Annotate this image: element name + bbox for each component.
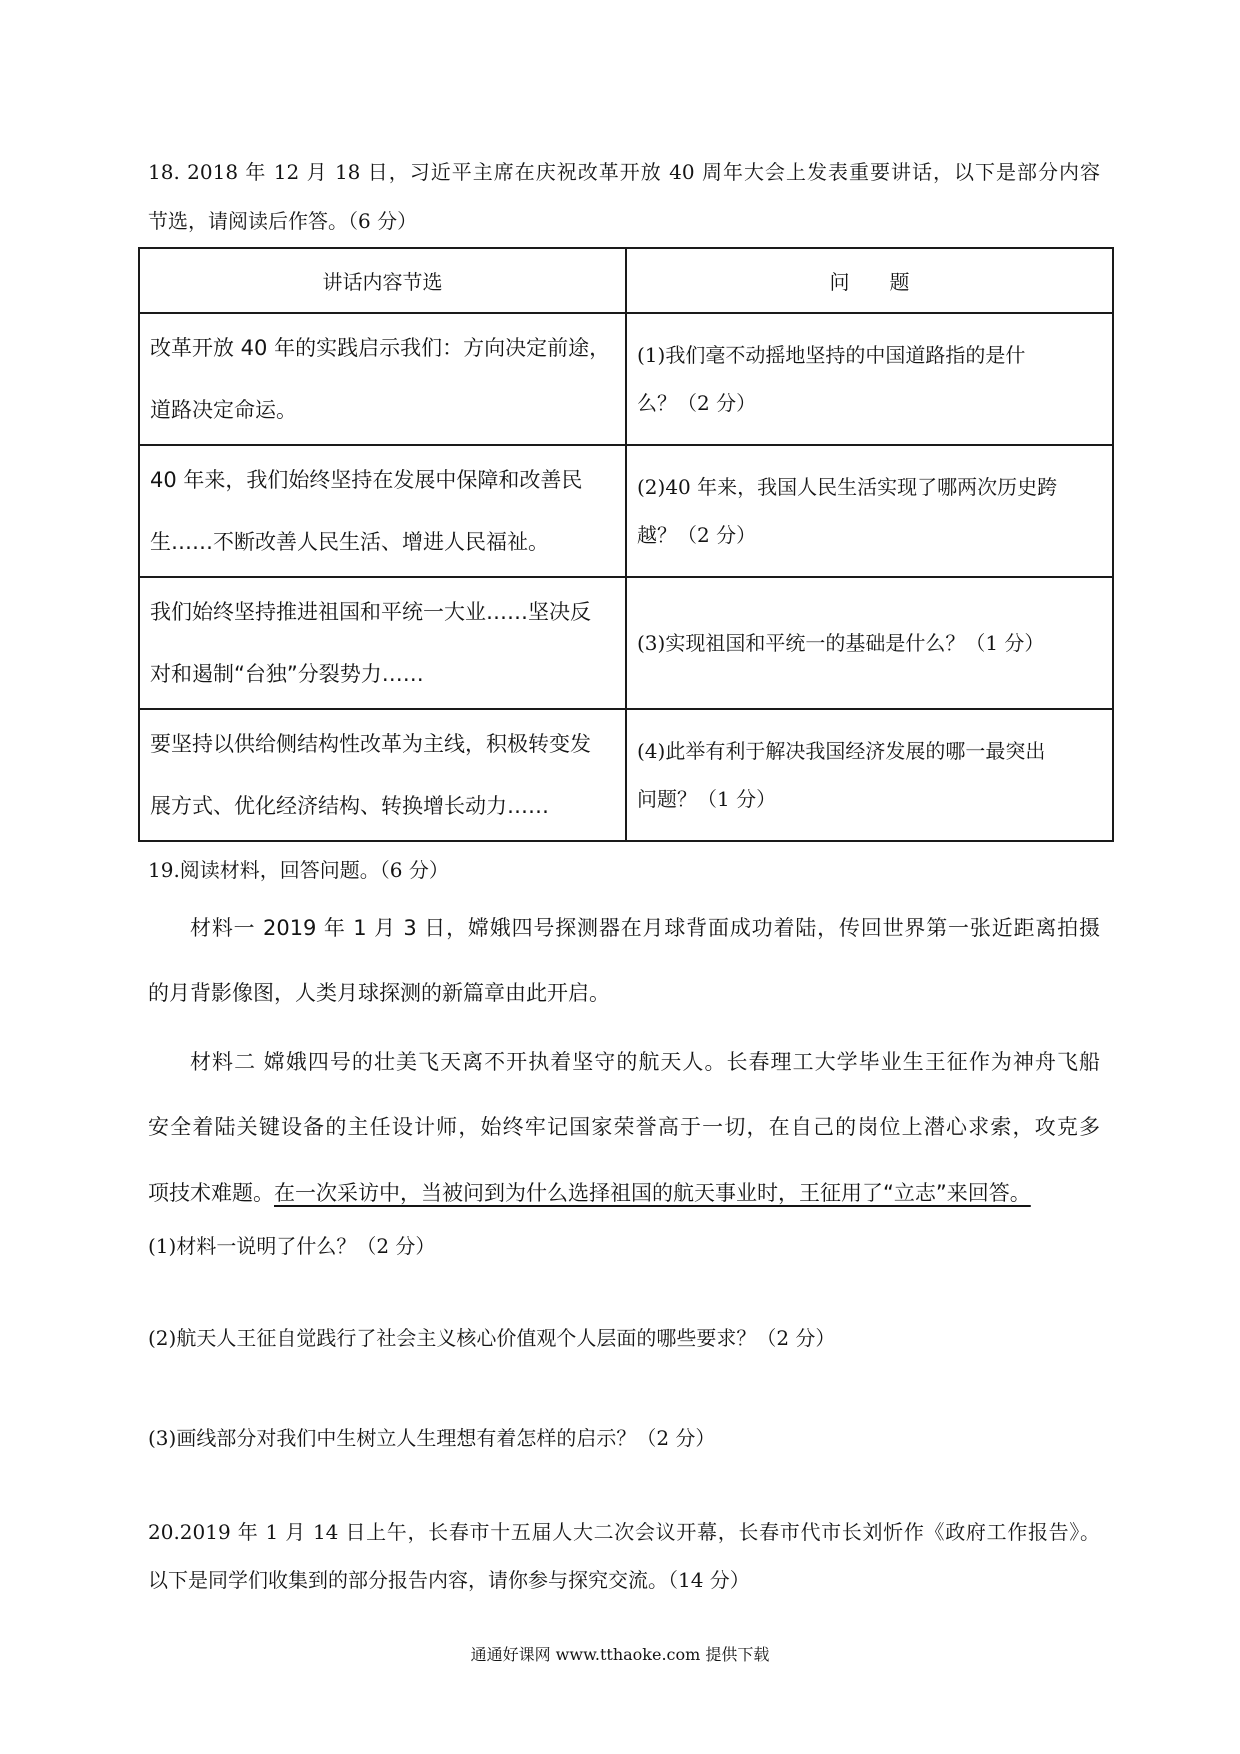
- question-line: 么？（2 分）: [637, 391, 757, 415]
- excerpt-line: 要坚持以供给侧结构性改革为主线，积极转变发: [150, 732, 591, 756]
- question-20-stem-line: 以下是同学们收集到的部分报告内容，请你参与探究交流。（14 分）: [148, 1568, 750, 1592]
- question-18-stem-line: 18. 2018 年 12 月 18 日，习近平主席在庆祝改革开放 40 周年大会上发表重要讲话，以下是部分内容: [148, 160, 1100, 184]
- excerpt-line: 生……不断改善人民生活、增进人民福祉。: [150, 530, 549, 554]
- underlined-passage: 在一次采访中，当被问到为什么选择祖国的航天事业时，王征用了“立志”来回答。: [274, 1181, 1031, 1205]
- footer-source: 通通好课网 www.tthaoke.com 提供下载: [470, 1645, 770, 1664]
- question-18-stem-line: 节选，请阅读后作答。（6 分）: [148, 209, 418, 233]
- material-1-line: 材料一 2019 年 1 月 3 日，嫦娥四号探测器在月球背面成功着陆，传回世界第一张近距离拍摄: [190, 916, 1100, 940]
- excerpt-cell: [139, 709, 626, 841]
- excerpt-line: 对和遏制“台独”分裂势力……: [150, 662, 424, 686]
- material-2-plain-text: 项技术难题。: [148, 1181, 274, 1205]
- question-cell: [626, 709, 1113, 841]
- question-line: (1)我们毫不动摇地坚持的中国道路指的是什: [637, 343, 1026, 367]
- excerpt-cell: [139, 577, 626, 709]
- question-line: (2)40 年来，我国人民生活实现了哪两次历史跨: [637, 475, 1058, 499]
- question-20-stem-line: 20.2019 年 1 月 14 日上午，长春市十五届人大二次会议开幕，长春市代市长刘忻作《政府工作报告》。: [148, 1520, 1100, 1544]
- material-2-line: 安全着陆关键设备的主任设计师，始终牢记国家荣誉高于一切，在自己的岗位上潜心求索，攻克多: [148, 1115, 1100, 1139]
- question-cell: [626, 313, 1113, 445]
- table-header-row: [139, 248, 1113, 313]
- table-header-excerpt: 讲话内容节选: [139, 248, 626, 313]
- table-row: [139, 313, 1113, 445]
- table-header-question: 问 题: [626, 248, 1113, 313]
- excerpt-line: 我们始终坚持推进祖国和平统一大业……坚决反: [150, 600, 591, 624]
- speech-excerpt-table: [138, 247, 1114, 842]
- table-row: [139, 445, 1113, 577]
- question-cell: [626, 445, 1113, 577]
- table-row: [139, 577, 1113, 709]
- sub-question-1: (1)材料一说明了什么？（2 分）: [148, 1234, 436, 1258]
- excerpt-line: 道路决定命运。: [150, 398, 297, 422]
- material-2-line: [148, 1177, 1100, 1209]
- question-line: 问题？（1 分）: [637, 787, 777, 811]
- excerpt-cell: [139, 445, 626, 577]
- table-row: [139, 709, 1113, 841]
- question-19-title: 19.阅读材料，回答问题。（6 分）: [148, 858, 449, 882]
- sub-question-3: (3)画线部分对我们中生树立人生理想有着怎样的启示？（2 分）: [148, 1426, 716, 1450]
- excerpt-cell: [139, 313, 626, 445]
- question-line: (3)实现祖国和平统一的基础是什么？（1 分）: [637, 631, 1045, 655]
- question-cell: [626, 577, 1113, 709]
- question-line: 越？（2 分）: [637, 523, 757, 547]
- material-1-line: 的月背影像图，人类月球探测的新篇章由此开启。: [148, 981, 610, 1005]
- sub-question-2: (2)航天人王征自觉践行了社会主义核心价值观个人层面的哪些要求？（2 分）: [148, 1326, 836, 1350]
- excerpt-line: 改革开放 40 年的实践启示我们：方向决定前途，: [150, 336, 611, 360]
- excerpt-line: 40 年来，我们始终坚持在发展中保障和改善民: [150, 468, 583, 492]
- question-line: (4)此举有利于解决我国经济发展的哪一最突出: [637, 739, 1046, 763]
- excerpt-line: 展方式、优化经济结构、转换增长动力……: [150, 794, 549, 818]
- material-2-line: 材料二 嫦娥四号的壮美飞天离不开执着坚守的航天人。长春理工大学毕业生王征作为神舟飞船: [190, 1050, 1100, 1074]
